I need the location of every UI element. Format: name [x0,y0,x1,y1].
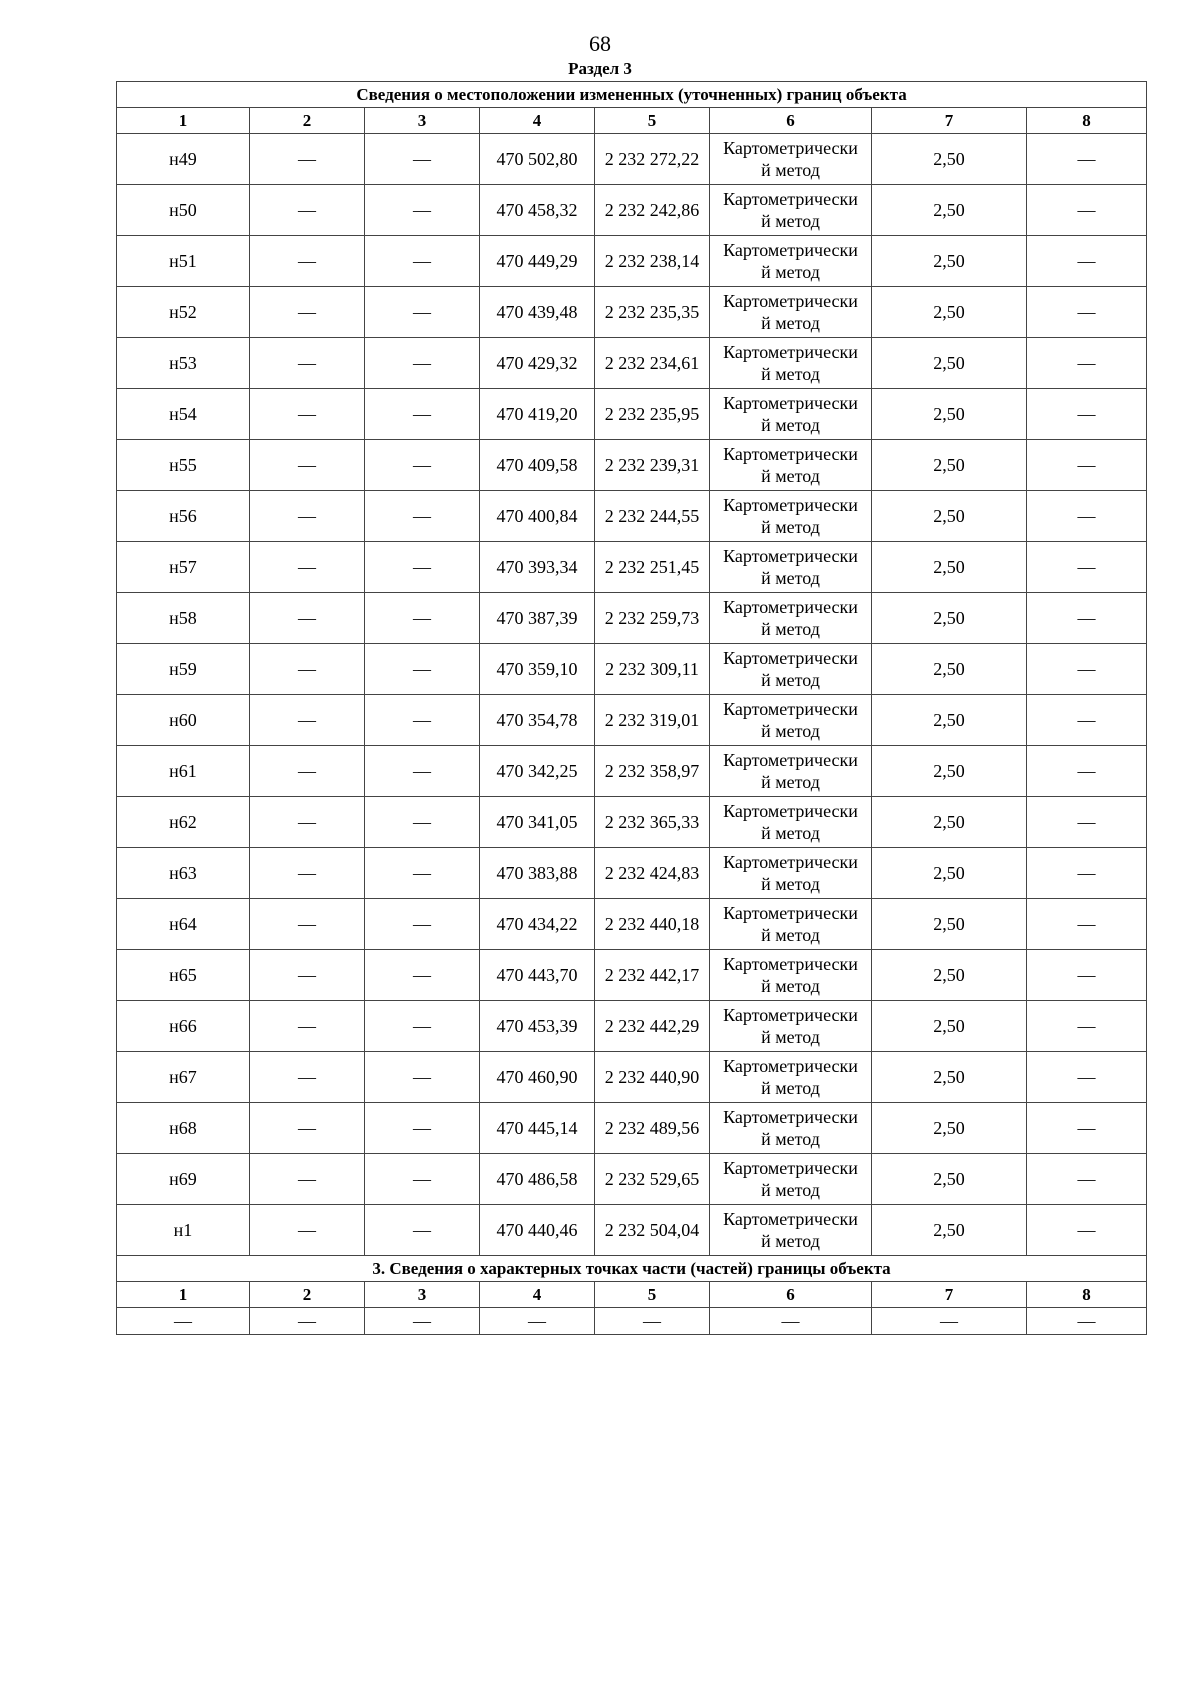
method-text-line: й метод [761,976,820,996]
table-row [117,491,1147,542]
subsection-empty-row [117,1308,1147,1335]
y-coordinate-cell: 2 232 239,31 [595,440,710,491]
table-cell: — [365,491,480,542]
y-coordinate-cell: 2 232 442,17 [595,950,710,1001]
y-coordinate-cell: 2 232 529,65 [595,1154,710,1205]
point-number-cell: н66 [117,1001,250,1052]
table-cell: — [365,1052,480,1103]
method-text-line: й метод [761,772,820,792]
method-text-line: й метод [761,1078,820,1098]
point-number-cell: н51 [117,236,250,287]
x-coordinate-cell: 470 393,34 [480,542,595,593]
method-cell [710,338,872,389]
x-coordinate-cell: 470 409,58 [480,440,595,491]
accuracy-cell: 2,50 [872,797,1027,848]
y-coordinate-cell: 2 232 442,29 [595,1001,710,1052]
point-number-cell: н61 [117,746,250,797]
table-cell: — [365,440,480,491]
x-coordinate-cell: 470 460,90 [480,1052,595,1103]
table-row [117,746,1147,797]
method-cell [710,797,872,848]
method-cell [710,287,872,338]
table-cell: — [1027,797,1147,848]
subsection-title-row [117,1256,1147,1282]
method-text-line: Картометрически [723,801,858,821]
method-text-line: Картометрически [723,546,858,566]
table-cell: — [250,950,365,1001]
x-coordinate-cell: 470 449,29 [480,236,595,287]
table-row [117,797,1147,848]
point-number-cell: н49 [117,134,250,185]
accuracy-cell: 2,50 [872,950,1027,1001]
point-number-cell: н63 [117,848,250,899]
table-cell: — [1027,542,1147,593]
x-coordinate-cell: 470 458,32 [480,185,595,236]
table-cell: — [1027,287,1147,338]
method-text-line: Картометрически [723,444,858,464]
table-cell: — [365,593,480,644]
table-row [117,440,1147,491]
column-number: 4 [480,108,595,134]
table-cell: — [365,899,480,950]
accuracy-cell: 2,50 [872,1154,1027,1205]
x-coordinate-cell: 470 443,70 [480,950,595,1001]
table-cell: — [250,185,365,236]
table-row [117,1001,1147,1052]
table-cell: — [1027,695,1147,746]
table-cell: — [365,542,480,593]
column-number: 2 [250,108,365,134]
table-cell: — [250,491,365,542]
x-coordinate-cell: 470 502,80 [480,134,595,185]
accuracy-cell: 2,50 [872,491,1027,542]
table-cell: — [1027,950,1147,1001]
table-cell: — [250,1052,365,1103]
column-number: 1 [117,108,250,134]
method-text-line: й метод [761,670,820,690]
table-row [117,542,1147,593]
accuracy-cell: 2,50 [872,1205,1027,1256]
accuracy-cell: 2,50 [872,440,1027,491]
y-coordinate-cell: 2 232 235,35 [595,287,710,338]
point-number-cell: н60 [117,695,250,746]
table-cell: — [250,1103,365,1154]
table-cell: — [872,1308,1027,1335]
method-text-line: Картометрически [723,1107,858,1127]
table-cell: — [250,287,365,338]
table-cell: — [250,695,365,746]
y-coordinate-cell: 2 232 244,55 [595,491,710,542]
y-coordinate-cell: 2 232 235,95 [595,389,710,440]
accuracy-cell: 2,50 [872,185,1027,236]
method-text-line: й метод [761,415,820,435]
table-cell: — [250,1308,365,1335]
table-row [117,848,1147,899]
table-cell: — [1027,848,1147,899]
method-text-line: Картометрически [723,138,858,158]
table-cell: — [250,338,365,389]
x-coordinate-cell: 470 439,48 [480,287,595,338]
table-row [117,1103,1147,1154]
column-number: 3 [365,108,480,134]
method-cell [710,746,872,797]
y-coordinate-cell: 2 232 234,61 [595,338,710,389]
point-number-cell: н52 [117,287,250,338]
point-number-cell: н55 [117,440,250,491]
x-coordinate-cell: 470 383,88 [480,848,595,899]
method-cell [710,593,872,644]
method-text-line: й метод [761,1027,820,1047]
table-cell: — [365,1154,480,1205]
table-row [117,1154,1147,1205]
point-number-cell: н1 [117,1205,250,1256]
table-cell: — [365,746,480,797]
point-number-cell: н69 [117,1154,250,1205]
table-cell: — [250,593,365,644]
table-cell: — [365,1001,480,1052]
accuracy-cell: 2,50 [872,848,1027,899]
method-cell [710,950,872,1001]
point-number-cell: н67 [117,1052,250,1103]
method-cell [710,440,872,491]
x-coordinate-cell: 470 342,25 [480,746,595,797]
table-cell: — [250,440,365,491]
table-cell: — [1027,389,1147,440]
method-text-line: Картометрически [723,954,858,974]
method-text-line: й метод [761,619,820,639]
method-text-line: й метод [761,313,820,333]
y-coordinate-cell: 2 232 251,45 [595,542,710,593]
table-cell: — [365,797,480,848]
table-row [117,338,1147,389]
method-text-line: Картометрически [723,495,858,515]
table-cell: — [1027,236,1147,287]
method-text-line: й метод [761,874,820,894]
subsection-title: 3. Сведения о характерных точках части (частей) границы объекта [117,1256,1147,1282]
table-title-row [117,82,1147,108]
point-number-cell: н54 [117,389,250,440]
table-cell: — [365,1205,480,1256]
table-cell: — [250,1154,365,1205]
method-cell [710,389,872,440]
point-number-cell: н62 [117,797,250,848]
x-coordinate-cell: 470 359,10 [480,644,595,695]
column-number: 6 [710,108,872,134]
method-text-line: Картометрически [723,291,858,311]
method-text-line: й метод [761,1180,820,1200]
method-text-line: Картометрически [723,189,858,209]
y-coordinate-cell: 2 232 440,18 [595,899,710,950]
point-number-cell: н57 [117,542,250,593]
method-cell [710,848,872,899]
table-cell: — [250,542,365,593]
y-coordinate-cell: 2 232 365,33 [595,797,710,848]
table-cell: — [1027,1205,1147,1256]
table-row [117,950,1147,1001]
table-cell: — [710,1308,872,1335]
x-coordinate-cell: 470 453,39 [480,1001,595,1052]
y-coordinate-cell: 2 232 309,11 [595,644,710,695]
method-cell [710,1052,872,1103]
x-coordinate-cell: 470 486,58 [480,1154,595,1205]
method-text-line: Картометрически [723,852,858,872]
subsection-column-number-row [117,1282,1147,1308]
table-row [117,287,1147,338]
accuracy-cell: 2,50 [872,1052,1027,1103]
table-cell: — [365,848,480,899]
column-number: 8 [1027,1282,1147,1308]
table-cell: — [250,1001,365,1052]
x-coordinate-cell: 470 419,20 [480,389,595,440]
method-text-line: й метод [761,925,820,945]
section-title: Раздел 3 [568,59,632,78]
x-coordinate-cell: 470 434,22 [480,899,595,950]
method-text-line: Картометрически [723,240,858,260]
method-cell [710,1103,872,1154]
point-number-cell: н64 [117,899,250,950]
accuracy-cell: 2,50 [872,1001,1027,1052]
table-row [117,695,1147,746]
accuracy-cell: 2,50 [872,899,1027,950]
method-cell [710,1001,872,1052]
method-text-line: й метод [761,364,820,384]
table-row [117,236,1147,287]
method-text-line: Картометрически [723,597,858,617]
table-cell: — [250,1205,365,1256]
table-cell: — [365,338,480,389]
table-cell: — [1027,338,1147,389]
table-cell: — [250,848,365,899]
table-title: Сведения о местоположении измененных (уточненных) границ объекта [117,82,1147,108]
method-text-line: й метод [761,1129,820,1149]
point-number-cell: н59 [117,644,250,695]
method-cell [710,899,872,950]
table-cell: — [1027,1052,1147,1103]
column-number-row [117,108,1147,134]
method-text-line: й метод [761,262,820,282]
column-number: 5 [595,1282,710,1308]
point-number-cell: н50 [117,185,250,236]
table-cell: — [1027,899,1147,950]
column-number: 7 [872,108,1027,134]
table-cell: — [1027,1154,1147,1205]
y-coordinate-cell: 2 232 504,04 [595,1205,710,1256]
y-coordinate-cell: 2 232 358,97 [595,746,710,797]
method-text-line: Картометрически [723,342,858,362]
column-number: 3 [365,1282,480,1308]
accuracy-cell: 2,50 [872,746,1027,797]
table-cell: — [1027,1001,1147,1052]
method-cell [710,644,872,695]
method-text-line: й метод [761,211,820,231]
x-coordinate-cell: 470 440,46 [480,1205,595,1256]
table-cell: — [250,899,365,950]
method-text-line: й метод [761,568,820,588]
y-coordinate-cell: 2 232 272,22 [595,134,710,185]
accuracy-cell: 2,50 [872,1103,1027,1154]
column-number: 6 [710,1282,872,1308]
method-text-line: Картометрически [723,1209,858,1229]
method-text-line: й метод [761,721,820,741]
table-cell: — [365,185,480,236]
method-text-line: Картометрически [723,648,858,668]
accuracy-cell: 2,50 [872,134,1027,185]
point-number-cell: н58 [117,593,250,644]
column-number: 7 [872,1282,1027,1308]
table-cell: — [1027,746,1147,797]
table-cell: — [117,1308,250,1335]
y-coordinate-cell: 2 232 242,86 [595,185,710,236]
method-cell [710,1205,872,1256]
table-cell: — [365,695,480,746]
table-cell: — [595,1308,710,1335]
accuracy-cell: 2,50 [872,695,1027,746]
table-cell: — [1027,1103,1147,1154]
method-text-line: й метод [761,466,820,486]
method-text-line: й метод [761,160,820,180]
y-coordinate-cell: 2 232 238,14 [595,236,710,287]
boundary-points-table [116,81,1147,1335]
accuracy-cell: 2,50 [872,236,1027,287]
table-cell: — [365,287,480,338]
accuracy-cell: 2,50 [872,644,1027,695]
table-row [117,899,1147,950]
method-cell [710,491,872,542]
method-cell [710,542,872,593]
table-cell: — [1027,1308,1147,1335]
method-cell [710,236,872,287]
table-cell: — [1027,593,1147,644]
method-cell [710,134,872,185]
table-row [117,593,1147,644]
table-cell: — [1027,134,1147,185]
table-cell: — [365,236,480,287]
table-cell: — [250,134,365,185]
x-coordinate-cell: 470 400,84 [480,491,595,542]
y-coordinate-cell: 2 232 424,83 [595,848,710,899]
table-row [117,644,1147,695]
method-text-line: Картометрически [723,1158,858,1178]
table-row [117,1052,1147,1103]
point-number-cell: н68 [117,1103,250,1154]
y-coordinate-cell: 2 232 319,01 [595,695,710,746]
table-row [117,389,1147,440]
method-text-line: й метод [761,1231,820,1251]
table-cell: — [365,389,480,440]
table-cell: — [365,1308,480,1335]
x-coordinate-cell: 470 387,39 [480,593,595,644]
method-text-line: й метод [761,823,820,843]
method-text-line: Картометрически [723,1056,858,1076]
table-cell: — [1027,440,1147,491]
table-cell: — [365,134,480,185]
x-coordinate-cell: 470 445,14 [480,1103,595,1154]
column-number: 2 [250,1282,365,1308]
column-number: 4 [480,1282,595,1308]
table-cell: — [250,797,365,848]
table-cell: — [1027,491,1147,542]
y-coordinate-cell: 2 232 489,56 [595,1103,710,1154]
point-number-cell: н53 [117,338,250,389]
table-cell: — [365,950,480,1001]
table-cell: — [250,746,365,797]
method-cell [710,185,872,236]
method-text-line: й метод [761,517,820,537]
column-number: 5 [595,108,710,134]
accuracy-cell: 2,50 [872,542,1027,593]
table-cell: — [250,236,365,287]
table-cell: — [1027,185,1147,236]
table-cell: — [365,1103,480,1154]
accuracy-cell: 2,50 [872,287,1027,338]
method-text-line: Картометрически [723,393,858,413]
method-text-line: Картометрически [723,1005,858,1025]
accuracy-cell: 2,50 [872,389,1027,440]
table-cell: — [480,1308,595,1335]
table-cell: — [250,389,365,440]
table-cell: — [1027,644,1147,695]
y-coordinate-cell: 2 232 440,90 [595,1052,710,1103]
method-cell [710,1154,872,1205]
x-coordinate-cell: 470 354,78 [480,695,595,746]
method-text-line: Картометрически [723,699,858,719]
accuracy-cell: 2,50 [872,338,1027,389]
x-coordinate-cell: 470 341,05 [480,797,595,848]
column-number: 8 [1027,108,1147,134]
table-row [117,134,1147,185]
column-number: 1 [117,1282,250,1308]
point-number-cell: н65 [117,950,250,1001]
accuracy-cell: 2,50 [872,593,1027,644]
y-coordinate-cell: 2 232 259,73 [595,593,710,644]
method-cell [710,695,872,746]
point-number-cell: н56 [117,491,250,542]
table-cell: — [250,644,365,695]
page-number: 68 [589,31,611,56]
x-coordinate-cell: 470 429,32 [480,338,595,389]
method-text-line: Картометрически [723,903,858,923]
table-row [117,185,1147,236]
table-row [117,1205,1147,1256]
table-cell: — [365,644,480,695]
method-text-line: Картометрически [723,750,858,770]
